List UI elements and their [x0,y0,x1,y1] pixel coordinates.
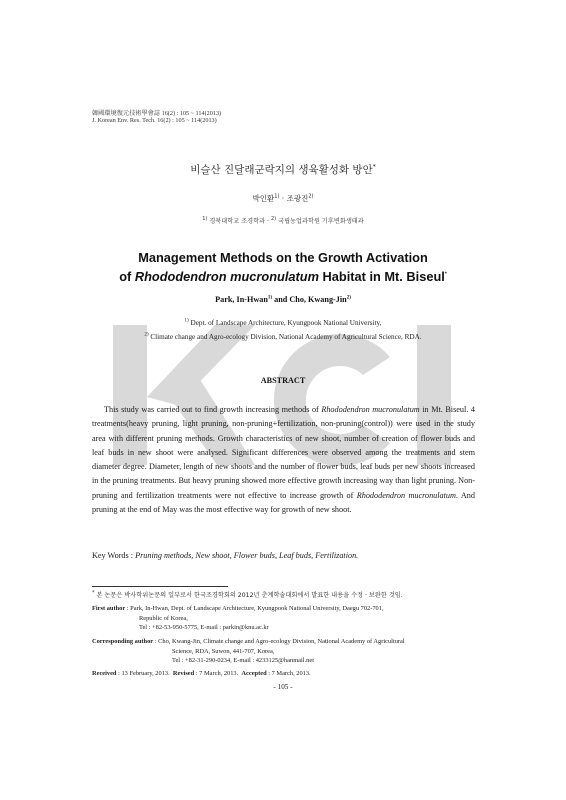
first-author-line-2: Republic of Korea, [139,614,188,622]
korean-title-text: 비슬산 진달래군락지의 생육활성화 방안 [190,164,373,176]
english-authors [0,295,566,304]
footnote-note-mark: * [92,589,95,596]
english-title-species: Rhododendron mucronulatum [134,269,319,284]
korean-author-2: 조광진 [286,194,309,203]
abstract-body [92,403,475,517]
korean-author-2-sup: 2) [308,193,314,200]
english-title-pre: of [119,269,135,284]
corr-author-detail: : Cho, Kwang-Jin, Climate change and Agro-ecology Division, National Academy of Agricultural [153,638,405,645]
corr-author-label: Corresponding author [92,638,154,645]
revised-label: Revised [172,670,195,677]
korean-affiliations [0,216,566,225]
english-author-1: Park, In-Hwan [215,295,268,304]
english-author-1-sup: 1) [267,295,273,301]
abstract-species-2: Rhododendron mucronulatum [356,490,456,500]
journal-citation-korean: 韓國環境復元技術學會誌 16(2) : 105 ~ 114(2013) [92,110,222,117]
abstract-heading: ABSTRACT [260,376,306,385]
journal-citation-english: J. Korean Env. Res. Tech. 16(2) : 105 ~ 114(2013) [92,117,217,124]
corr-author-line-1 [92,638,405,645]
abstract-species-1: Rhododendron mucronulatum [321,405,420,414]
footnote-note [92,591,482,601]
english-affiliation-1 [0,319,566,327]
english-title [0,248,566,286]
korean-author-separator: · [279,194,287,203]
english-title-line-1: Management Methods on the Growth Activation [138,250,428,265]
korean-affil-1-sup: 1) [202,215,208,222]
english-affil-1-sup: 1) [184,318,189,324]
page-number: - 105 - [273,683,293,691]
korean-title [0,162,566,177]
english-title-mark: * [444,271,447,278]
keywords [92,551,475,560]
received-date: : 13 February, 2013. [116,670,173,677]
english-author-2-sup: 2) [346,295,351,301]
english-author-2: Cho, Kwang-Jin [289,295,347,304]
accepted-date: : 7 March, 2013. [266,670,311,677]
first-author-label: First author [92,605,126,612]
first-author-line-3: Tel : +82-53-950-5775, E-mail : parkin@knu.ac.kr [139,624,269,632]
korean-affil-1: 경북대학교 조경학과 · [207,218,271,225]
korean-affil-2-sup: 2) [271,215,277,222]
revised-date: : 7 March, 2013. [194,670,242,677]
korean-author-1-sup: 1) [274,193,280,200]
footnote-note-text: 본 논문은 박사학위논문의 일부로서 한국조경학회의 2012년 춘계학술대회에서 발표한 내용을 수정 · 보완한 것임. [94,592,403,599]
accepted-label: Accepted [241,670,267,677]
english-title-post: Habitat in Mt. Biseul [318,269,445,284]
english-affiliation-2 [0,333,566,341]
corr-author-line-3: Tel : +82-31-290-0234, E-mail : 4233125@hanmail.net [172,657,314,665]
english-affil-1: Dept. of Landscape Architecture, Kyungpook National University, [188,319,382,327]
footnote-first-author [92,604,482,633]
abstract-paragraph [92,403,475,517]
english-affil-2-sup: 2) [144,332,149,338]
keywords-label: Key Words : [92,551,136,560]
korean-author-1: 박인환 [252,194,275,203]
korean-authors [0,193,566,204]
abstract-seg-1: This study was carried out to find growth increasing methods of [104,405,322,414]
keywords-values: Pruning methods, New shoot, Flower buds, Leaf buds, Fertilization. [135,551,359,560]
corr-author-line-2: Science, RDA, Suwon, 441-707, Korea, [172,647,275,655]
english-title-line-2 [0,267,566,286]
first-author-detail: : Park, In-Hwan, Dept. of Landscape Architecture, Kyungpook National University, Daegu 702-701, [125,605,384,612]
footnote-corresponding-author [92,637,482,666]
english-affil-2: Climate change and Agro-ecology Division, National Academy of Agricultural Science, RDA. [148,333,422,341]
korean-affil-2: 국립농업과학원 기후변화생태과 [276,218,364,225]
footnote-divider [92,586,228,587]
first-author-line-1 [92,605,384,612]
korean-title-mark: * [372,163,376,171]
abstract-seg-3: in Mt. Biseul. 4 treatments(heavy pruning, light pruning, non-pruning+fertilization, non-pruning(control)) were used in the study area with different pruning methods. Growth characteristics of new shoot, number of creation of flower buds and leaf buds in new shoot were analysed. Significant differences were observed among the treatments and stem diameter degree. Diameter, length of new shoots and the number of flower buds, leaf buds per new shoots increased in the pruning treatments. But heavy pruning showed more effective growth increasing way than light pruning. Non-pruning and fertilization treatments were not effective to increase growth of [92,405,475,500]
received-label: Received [92,670,117,677]
english-author-and: and [272,295,290,304]
footnote-dates [92,669,482,679]
abstract-seg-5: . And pruning at the end of May was the most effective way for growth of new shoot. [92,490,475,515]
